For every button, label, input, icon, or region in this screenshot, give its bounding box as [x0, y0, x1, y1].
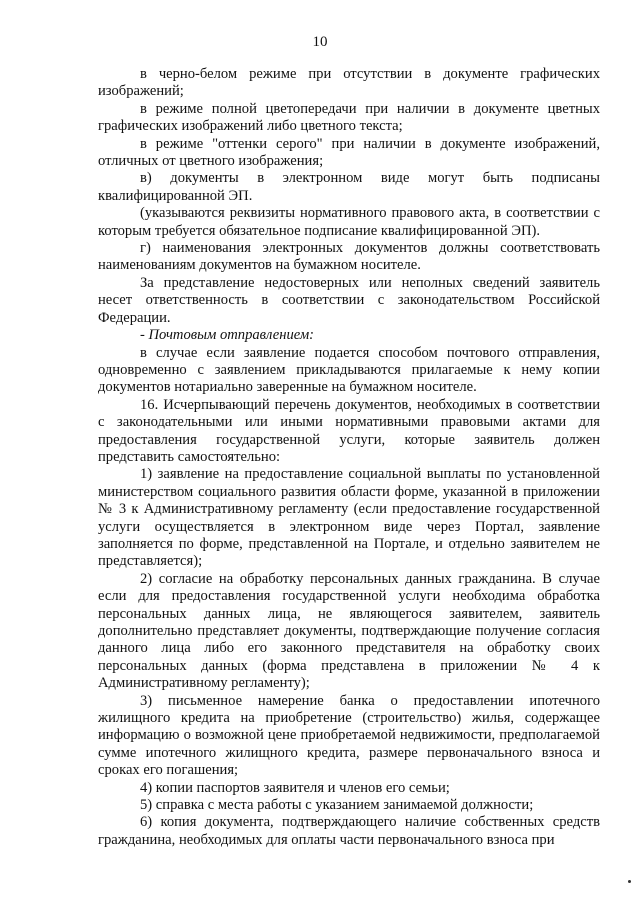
list-item: 2) согласие на обработку персональных данных гражданина. В случае если для предоставления государственной услуги необходима обработка персональных данных лица, не являющегося заявителем, заявитель дополнительно представляет документы, подтверждающие получение согласия данного лица либо его законного представителя на обработку своих персональных данных (форма представлена в приложении № 4 к Административному регламенту); [98, 570, 600, 692]
list-item: 5) справка с места работы с указанием занимаемой должности; [140, 797, 534, 814]
paragraph: в черно-белом режиме при отсутствии в документе графических изображений; [98, 66, 600, 100]
scan-mark [628, 880, 631, 883]
paragraph: в режиме "оттенки серого" при наличии в документе изображений, отличных от цветного изображения; [98, 135, 600, 170]
italic-heading-text: - Почтовым отправлением: [140, 327, 315, 344]
paragraph: в случае если заявление подается способом почтового отправления, одновременно с заявлением прикладываются прилагаемые к нему копии документов нотариально заверенные на бумажном носителе. [98, 344, 600, 396]
paragraph: в) документы в электронном виде могут быть подписаны квалифицированной ЭП. [98, 170, 600, 204]
list-item: 1) заявление на предоставление социальной выплаты по установленной министерством социального развития области форме, указанной в приложении № 3 к Административному регламенту (если предоставление государственной услуги осуществляется в электронном виде через Портал, заявление заполняется по форме, представленной на Портале, и отдельно заявителем не представляется); [98, 466, 600, 570]
document-body [98, 66, 600, 849]
paragraph: в режиме полной цветопередачи при наличии в документе цветных графических изображений либо цветного текста; [98, 100, 600, 135]
list-item: 6) копия документа, подтверждающего наличие собственных средств гражданина, необходимых для оплаты части первоначального взноса при [98, 814, 600, 848]
list-item: 4) копии паспортов заявителя и членов его семьи; [140, 779, 450, 796]
section-heading-postal [98, 327, 600, 344]
page-number: 10 [312, 34, 328, 50]
paragraph: 16. Исчерпывающий перечень документов, необходимых в соответствии с законодательными или иными нормативными правовыми актами для предоставления государственной услуги, которые заявитель должен представить самостоятельно: [98, 396, 600, 465]
paragraph: г) наименования электронных документов должны соответствовать наименованиям документов на бумажном носителе. [98, 240, 600, 274]
paragraph: За представление недостоверных или неполных сведений заявитель несет ответственность в соответствии с законодательством Российской Федерации. [98, 274, 600, 326]
list-item: 3) письменное намерение банка о предоставлении ипотечного жилищного кредита на приобретение (строительство) жилья, содержащее информацию о возможной цене приобретаемой недвижимости, предполагаемой сумме ипотечного жилищного кредита, размере первоначального взноса и сроках его погашения; [98, 692, 600, 779]
paragraph: (указываются реквизиты нормативного правового акта, в соответствии с которым требуется обязательное подписание квалифицированной ЭП). [98, 205, 600, 239]
